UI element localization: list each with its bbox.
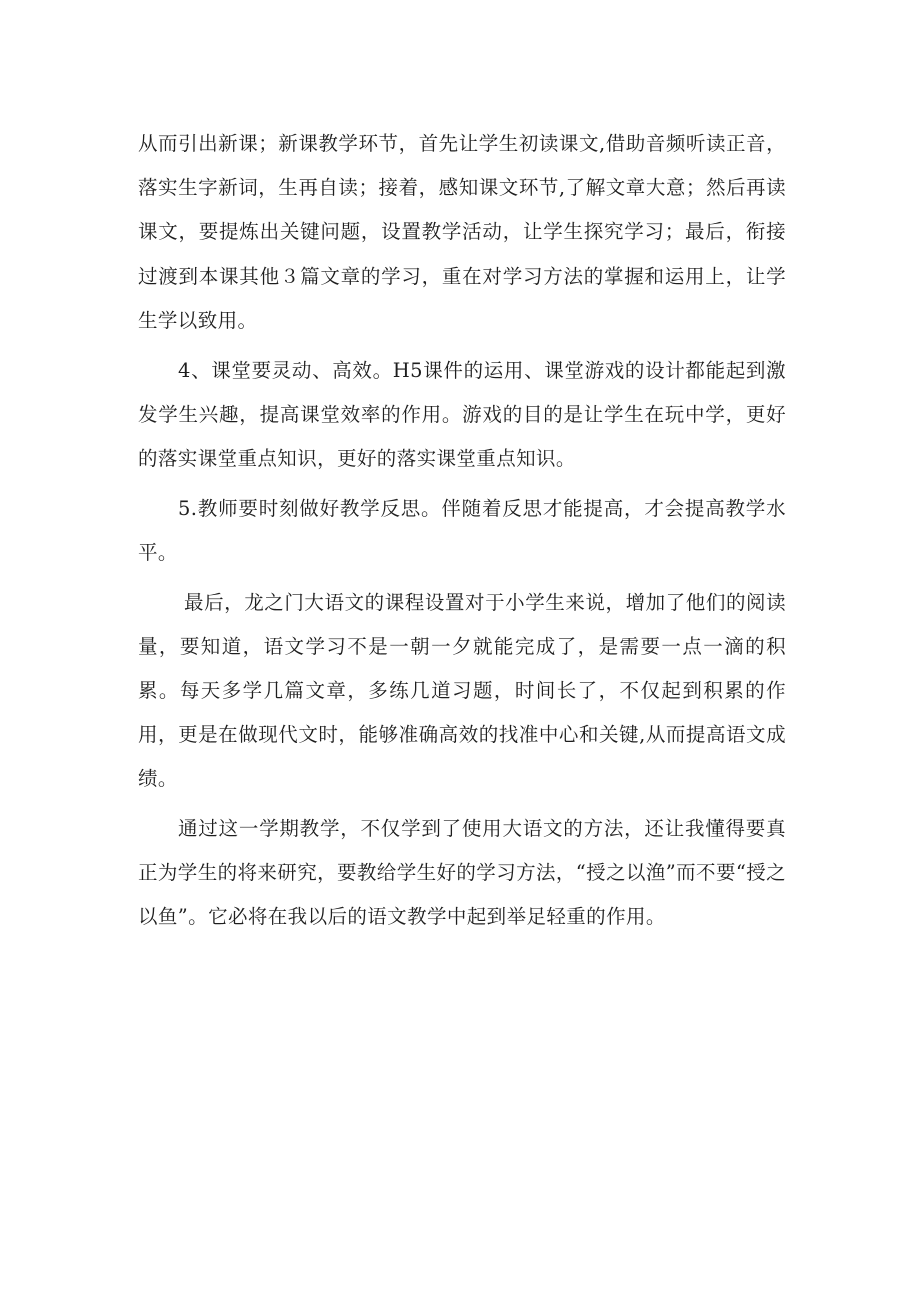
paragraph-conclusion: 通过这一学期教学，不仅学到了使用大语文的方法，还让我懂得要真正为学生的将来研究，要教给学生好的学习方法，“授之以渔”而不要“授之以鱼”。它必将在我以后的语文教学中起到举足轻重的作用。 (138, 817, 787, 929)
paragraph-lesson-flow: 从而引出新课；新课教学环节，首先让学生初读课文,借助音频听读正音，落实生字新词，生再自读；接着，感知课文环节,了解文章大意；然后再读课文，要提炼出关键问题，设置教学活动，让学生探究学习；最后，衔接过渡到本课其他３篇文章的学习，重在对学习方法的掌握和运用上，让学生学以致用。 (138, 132, 786, 332)
paragraph-finally: 最后，龙之门大语文的课程设置对于小学生来说，增加了他们的阅读量，要知道，语文学习不是一朝一夕就能完成了，是需要一点一滴的积累。每天多学几篇文章，多练几道习题，时间长了，不仅起到积累的作用，更是在做现代文时，能够准确高效的找准中心和关键,从而提高语文成绩。 (138, 590, 786, 791)
paragraph-point-4: 4、课堂要灵动、高效。H5课件的运用、课堂游戏的设计都能起到激发学生兴趣，提高课堂效率的作用。游戏的目的是让学生在玩中学，更好的落实课堂重点知识，更好的落实课堂重点知识。 (138, 358, 786, 470)
document-body (138, 122, 786, 945)
paragraph-point-5: 5.教师要时刻做好教学反思。伴随着反思才能提高，才会提高教学水平。 (138, 496, 786, 564)
